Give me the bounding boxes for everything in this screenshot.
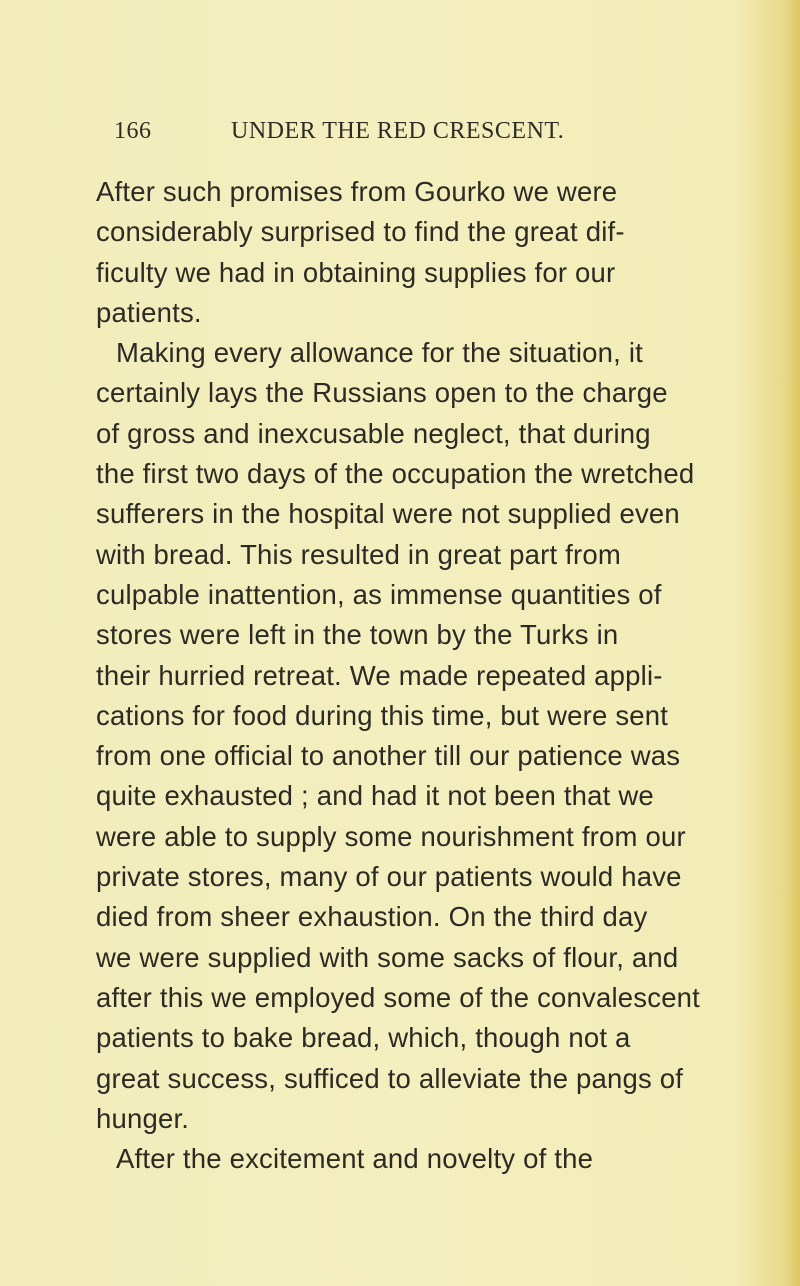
- text-line: After such promises from Gourko we were: [96, 176, 618, 207]
- running-head: [114, 118, 714, 158]
- text-line: ficulty we had in obtaining supplies for our: [96, 256, 616, 288]
- text-line: considerably surprised to find the great dif-: [96, 216, 625, 248]
- page-edge-shading: [786, 0, 800, 1286]
- text-line: certainly lays the Russians open to the charge: [96, 377, 668, 409]
- text-line: quite exhausted ; and had it not been that we: [96, 780, 654, 812]
- text-line: from one official to another till our patience was: [96, 740, 681, 772]
- text-line: patients.: [96, 296, 202, 328]
- text-line: private stores, many of our patients would have: [96, 861, 682, 893]
- text-line: the first two days of the occupation the wretched: [96, 458, 695, 490]
- text-line: we were supplied with some sacks of flour, and: [96, 941, 679, 973]
- text-line: their hurried retreat. We made repeated appli-: [96, 659, 663, 691]
- text-line: cations for food during this time, but were sent: [96, 699, 669, 731]
- body-text: [96, 172, 766, 1179]
- text-line: with bread. This resulted in great part from: [96, 538, 621, 570]
- text-line: died from sheer exhaustion. On the third day: [96, 901, 648, 933]
- text-line: stores were left in the town by the Turks in: [96, 619, 619, 651]
- running-head-title: UNDER THE RED CRESCENT.: [231, 118, 565, 144]
- text-line: Making every allowance for the situation, it: [116, 337, 643, 369]
- text-line: after this we employed some of the convalescent: [96, 981, 701, 1013]
- text-line: hunger.: [96, 1102, 190, 1134]
- text-line: patients to bake bread, which, though not a: [96, 1022, 631, 1054]
- text-line: sufferers in the hospital were not supplied even: [96, 498, 680, 530]
- text-line: great success, sufficed to alleviate the pangs of: [96, 1062, 684, 1094]
- text-line: were able to supply some nourishment from our: [96, 820, 686, 852]
- text-line: After the excitement and novelty of the: [116, 1143, 594, 1175]
- text-line: culpable inattention, as immense quantities of: [96, 578, 662, 610]
- text-line: of gross and inexcusable neglect, that during: [96, 417, 651, 449]
- page-number: 166: [114, 118, 152, 144]
